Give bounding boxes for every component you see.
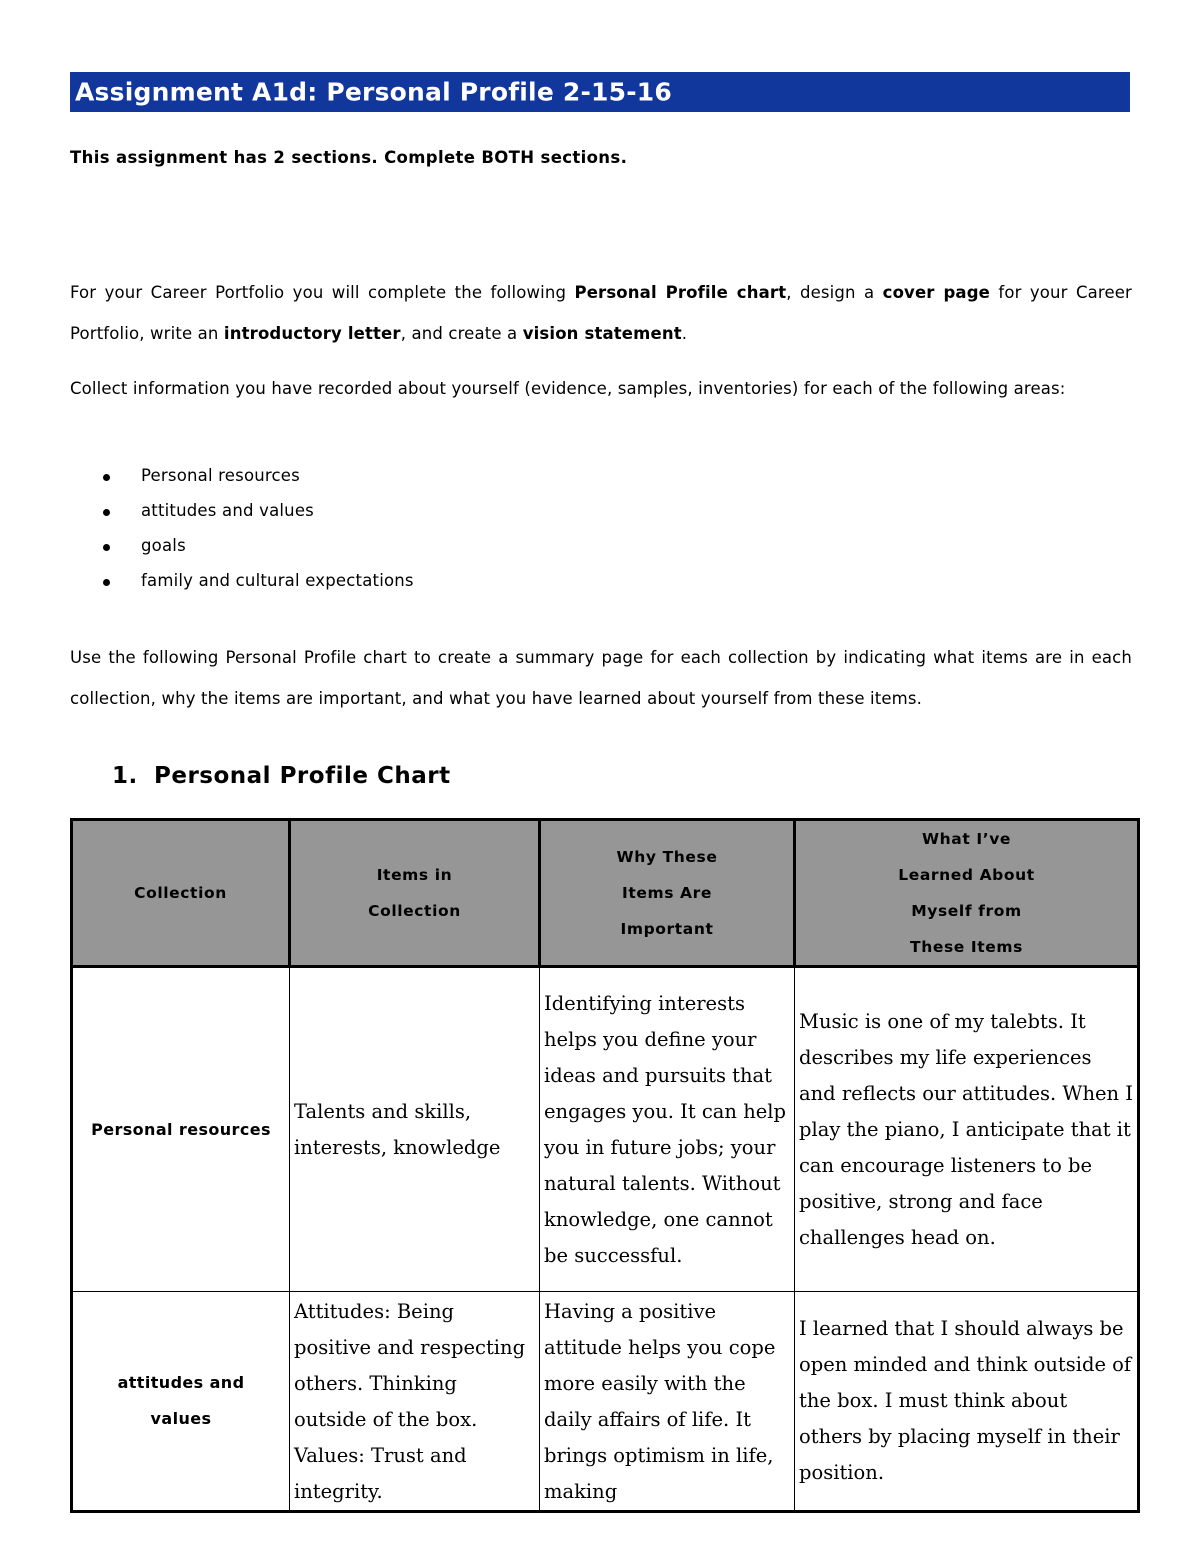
document-title-bar xyxy=(70,72,1130,112)
para1-bold-personal-profile-chart: Personal Profile chart xyxy=(574,283,787,302)
header-line: These Items xyxy=(910,938,1023,956)
column-header-why-important xyxy=(540,820,795,967)
table-row xyxy=(72,1292,1139,1512)
cell-why-important: Having a positive attitude helps you cope more easily with the daily affairs of life. It brings optimism in life, making xyxy=(540,1292,795,1512)
intro-instruction-line: This assignment has 2 sections. Complete BOTH sections. xyxy=(70,148,628,167)
bullet-label: attitudes and values xyxy=(141,501,314,520)
section-number: 1. xyxy=(112,763,138,789)
para1-bold-introductory-letter: introductory letter xyxy=(223,324,401,343)
column-header-what-learned xyxy=(795,820,1139,967)
paragraph-collect-information: Collect information you have recorded about yourself (evidence, samples, inventories) for each of the following areas: xyxy=(70,379,1066,398)
header-line: Why These xyxy=(616,848,718,866)
header-line: Items Are xyxy=(621,884,712,902)
header-line: What I’ve xyxy=(921,830,1012,848)
para1-bold-cover-page: cover page xyxy=(882,283,991,302)
header-line: Collection xyxy=(134,884,227,902)
cell-collection xyxy=(72,1292,290,1512)
cell-items-in-collection: Talents and skills, interests, knowledge xyxy=(290,967,540,1292)
document-title: Assignment A1d: Personal Profile 2-15-16 xyxy=(75,77,673,107)
header-line: Important xyxy=(620,920,714,938)
para1-part4: , and create a xyxy=(400,324,523,343)
list-item xyxy=(70,571,770,606)
table-header-row xyxy=(72,820,1139,967)
para1-part2: , design a xyxy=(786,283,883,302)
para1-part5: . xyxy=(681,324,688,343)
header-line: Learned About xyxy=(898,866,1035,884)
bullet-label: goals xyxy=(141,536,186,555)
bullet-dot-icon xyxy=(103,474,110,481)
areas-bullet-list xyxy=(70,466,770,606)
cell-collection-line: attitudes and xyxy=(117,1373,245,1392)
header-line: Items in xyxy=(376,866,453,884)
cell-what-learned: I learned that I should always be open minded and think outside of the box. I must think about others by placing myself in their position. xyxy=(795,1292,1139,1512)
cell-items-in-collection: Attitudes: Being positive and respecting others. Thinking outside of the box. Values: Trust and integrity. xyxy=(290,1292,540,1512)
bullet-label: family and cultural expectations xyxy=(141,571,414,590)
para1-bold-vision-statement: vision statement xyxy=(522,324,682,343)
cell-collection-line: values xyxy=(150,1409,212,1428)
paragraph-career-portfolio xyxy=(70,272,1132,354)
para1-part3: for your Career Portfolio, write an xyxy=(70,283,1132,343)
para1-part1: For your Career Portfolio you will complete the following xyxy=(70,283,575,302)
personal-profile-chart-table xyxy=(70,818,1140,1513)
section-heading-personal-profile-chart xyxy=(112,763,451,789)
paragraph-use-following-chart: Use the following Personal Profile chart to create a summary page for each collection by indicating what items are in each collection, why the items are important, and what you have learned about yourself from these items. xyxy=(70,648,1132,708)
table-row xyxy=(72,967,1139,1292)
cell-what-learned: Music is one of my talebts. It describes my life experiences and reflects our attitudes. When I play the piano, I anticipate that it can encourage listeners to be positive, strong and face challenges head on. xyxy=(795,967,1139,1292)
bullet-dot-icon xyxy=(103,509,110,516)
bullet-label: Personal resources xyxy=(141,466,300,485)
list-item xyxy=(70,501,770,536)
cell-collection: Personal resources xyxy=(72,967,290,1292)
section-heading-text: Personal Profile Chart xyxy=(154,763,451,789)
column-header-collection xyxy=(72,820,290,967)
header-line: Myself from xyxy=(911,902,1022,920)
cell-why-important: Identifying interests helps you define your ideas and pursuits that engages you. It can help you in future jobs; your natural talents. Without knowledge, one cannot be successful. xyxy=(540,967,795,1292)
column-header-items-in-collection xyxy=(290,820,540,967)
bullet-dot-icon xyxy=(103,579,110,586)
bullet-dot-icon xyxy=(103,544,110,551)
list-item xyxy=(70,466,770,501)
list-item xyxy=(70,536,770,571)
header-line: Collection xyxy=(368,902,461,920)
